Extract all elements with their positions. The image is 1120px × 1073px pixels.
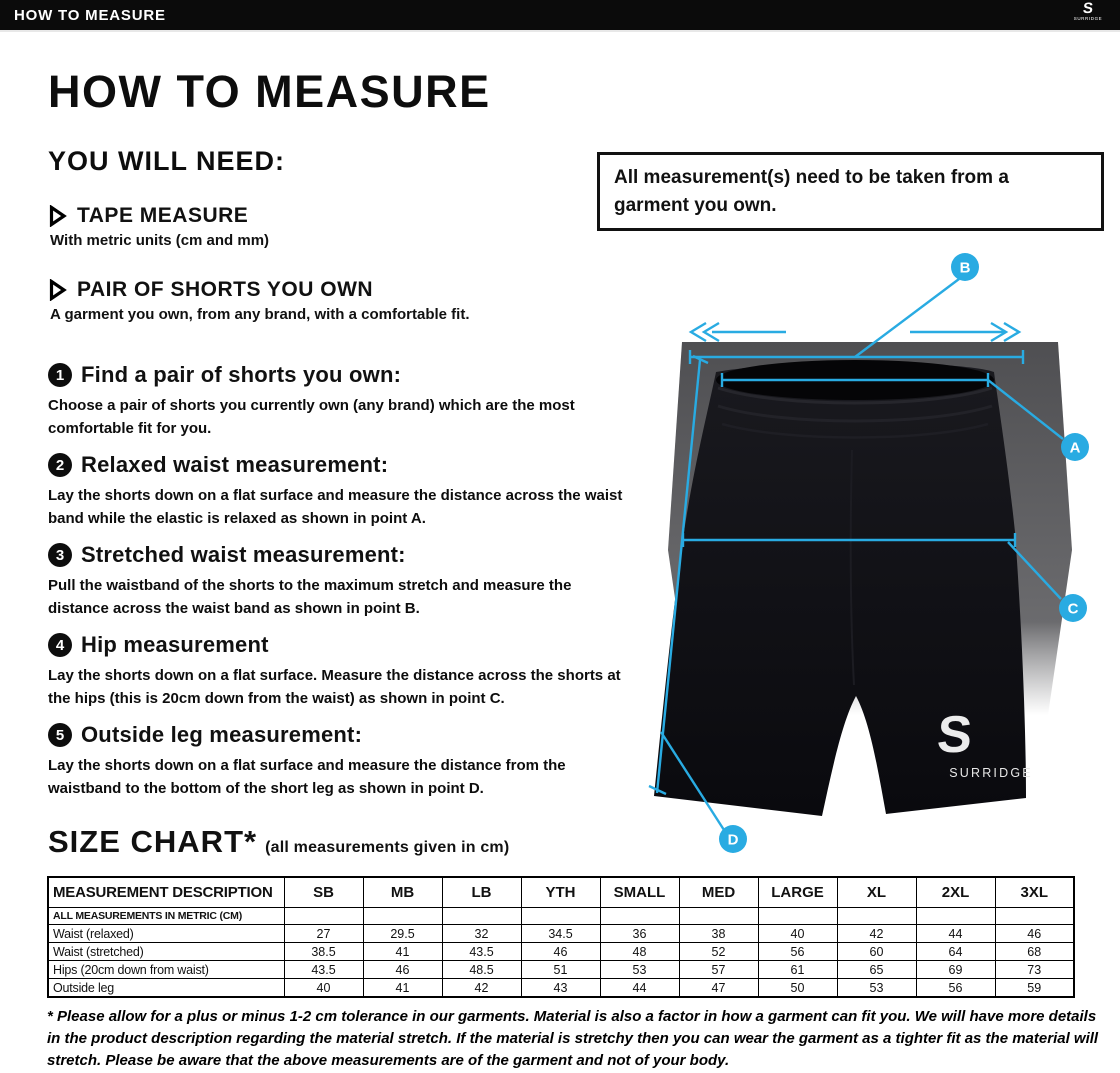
step-description: Choose a pair of shorts you currently own (any brand) which are the most comfortable fit for you. xyxy=(48,397,575,437)
need-item-description: A garment you own, from any brand, with a comfortable fit. xyxy=(50,306,470,323)
cell-value: 46 xyxy=(995,925,1074,943)
step-4 xyxy=(48,632,633,710)
cell-value: 43.5 xyxy=(442,943,521,961)
cell-value: 61 xyxy=(758,961,837,979)
step-number-badge: 1 xyxy=(48,363,72,387)
cell-value: 56 xyxy=(916,979,995,998)
surridge-wordmark: SURRIDGE xyxy=(1073,16,1103,21)
step-description: Pull the waistband of the shorts to the maximum stretch and measure the distance across the waist band as shown in point B. xyxy=(48,577,572,617)
page-title: HOW TO MEASURE xyxy=(48,66,491,117)
cell-value: 41 xyxy=(363,979,442,998)
step-title: Outside leg measurement: xyxy=(81,722,363,747)
cell-value: 56 xyxy=(758,943,837,961)
cell-value: 42 xyxy=(837,925,916,943)
step-description: Lay the shorts down on a flat surface and measure the distance across the waist band while the elastic is relaxed as shown in point A. xyxy=(48,487,623,527)
cell-value: 38.5 xyxy=(284,943,363,961)
step-2 xyxy=(48,452,633,530)
table-row xyxy=(48,943,1074,961)
cell-value: 36 xyxy=(600,925,679,943)
triangle-bullet-icon xyxy=(48,279,67,301)
cell-value: 50 xyxy=(758,979,837,998)
row-label: Waist (relaxed) xyxy=(48,925,284,943)
step-title: Find a pair of shorts you own: xyxy=(81,362,402,387)
tolerance-footnote: * Please allow for a plus or minus 1-2 cm tolerance in our garments. Material is also a factor in how a garment can fit you. We will have more details in the product description regarding the material stretch. If the material is stretchy then you can wear the garment as a tighter fit as the material will stretch. Please be aware that the above measurements are of the garment and not of your body. xyxy=(47,1008,1099,1070)
surridge-logo xyxy=(1068,1,1108,22)
step-number-badge: 5 xyxy=(48,723,72,747)
step-title: Stretched waist measurement: xyxy=(81,542,406,567)
cell-value: 53 xyxy=(837,979,916,998)
step-description: Lay the shorts down on a flat surface and measure the distance from the waistband to the bottom of the short leg as shown in point D. xyxy=(48,757,566,797)
size-chart-heading xyxy=(48,824,509,860)
row-label: Outside leg xyxy=(48,979,284,998)
label-b: B xyxy=(959,259,971,277)
shorts-diagram-svg xyxy=(620,230,1120,870)
row-label: Waist (stretched) xyxy=(48,943,284,961)
cell-value: 69 xyxy=(916,961,995,979)
unit-note-row xyxy=(48,908,1074,925)
row-label: Hips (20cm down from waist) xyxy=(48,961,284,979)
cell-value: 64 xyxy=(916,943,995,961)
column-header: YTH xyxy=(521,877,600,908)
surridge-s-icon: S xyxy=(1082,0,1094,17)
step-1 xyxy=(48,362,633,440)
cell-value: 51 xyxy=(521,961,600,979)
column-header: SMALL xyxy=(600,877,679,908)
shorts-logo-s-icon: S xyxy=(935,706,975,764)
column-header: MED xyxy=(679,877,758,908)
cell-value: 59 xyxy=(995,979,1074,998)
need-item-description: With metric units (cm and mm) xyxy=(50,232,270,249)
cell-value: 73 xyxy=(995,961,1074,979)
step-number-badge: 2 xyxy=(48,453,72,477)
cell-value: 43 xyxy=(521,979,600,998)
need-item-tape-measure xyxy=(48,204,648,249)
label-d: D xyxy=(727,831,739,849)
cell-value: 42 xyxy=(442,979,521,998)
cell-value: 52 xyxy=(679,943,758,961)
cell-value: 40 xyxy=(284,979,363,998)
cell-value: 38 xyxy=(679,925,758,943)
column-header: MEASUREMENT DESCRIPTION xyxy=(48,877,284,908)
column-header: LB xyxy=(442,877,521,908)
cell-value: 44 xyxy=(600,979,679,998)
table-row xyxy=(48,979,1074,998)
step-title: Hip measurement xyxy=(81,632,269,657)
need-item-title: TAPE MEASURE xyxy=(77,204,249,227)
label-a: A xyxy=(1069,439,1081,457)
cell-value: 41 xyxy=(363,943,442,961)
top-bar xyxy=(0,0,1120,32)
size-chart-table xyxy=(47,876,1075,998)
step-title: Relaxed waist measurement: xyxy=(81,452,389,477)
cell-value: 43.5 xyxy=(284,961,363,979)
top-bar-title: HOW TO MEASURE xyxy=(14,6,166,24)
table-header-row xyxy=(48,877,1074,908)
shorts-logo-wordmark: SURRIDGE xyxy=(949,766,1033,780)
step-description: Lay the shorts down on a flat surface. Measure the distance across the shorts at the hips (this is 20cm down from the waist) as shown in point C. xyxy=(48,667,621,707)
cell-value: 48.5 xyxy=(442,961,521,979)
cell-value: 29.5 xyxy=(363,925,442,943)
size-chart-subtitle: (all measurements given in cm) xyxy=(265,839,510,856)
triangle-bullet-icon xyxy=(48,205,67,227)
cell-value: 48 xyxy=(600,943,679,961)
need-item-shorts xyxy=(48,278,648,323)
need-item-title: PAIR OF SHORTS YOU OWN xyxy=(77,278,374,301)
cell-value: 44 xyxy=(916,925,995,943)
cell-value: 57 xyxy=(679,961,758,979)
measurement-note-box: All measurement(s) need to be taken from a garment you own. xyxy=(597,152,1104,231)
table-row xyxy=(48,925,1074,943)
cell-value: 60 xyxy=(837,943,916,961)
cell-value: 46 xyxy=(363,961,442,979)
column-header: SB xyxy=(284,877,363,908)
cell-value: 34.5 xyxy=(521,925,600,943)
you-will-need-heading: YOU WILL NEED: xyxy=(48,146,286,176)
cell-value: 46 xyxy=(521,943,600,961)
unit-note: ALL MEASUREMENTS IN METRIC (CM) xyxy=(48,908,284,925)
size-chart-title: SIZE CHART* xyxy=(48,824,258,859)
cell-value: 40 xyxy=(758,925,837,943)
column-header: XL xyxy=(837,877,916,908)
step-5 xyxy=(48,722,633,800)
step-number-badge: 4 xyxy=(48,633,72,657)
cell-value: 32 xyxy=(442,925,521,943)
cell-value: 65 xyxy=(837,961,916,979)
column-header: MB xyxy=(363,877,442,908)
cell-value: 68 xyxy=(995,943,1074,961)
cell-value: 27 xyxy=(284,925,363,943)
column-header: 2XL xyxy=(916,877,995,908)
cell-value: 53 xyxy=(600,961,679,979)
column-header: LARGE xyxy=(758,877,837,908)
cell-value: 47 xyxy=(679,979,758,998)
shorts-measurement-diagram xyxy=(620,230,1120,870)
table-row xyxy=(48,961,1074,979)
column-header: 3XL xyxy=(995,877,1074,908)
step-3 xyxy=(48,542,633,620)
label-c: C xyxy=(1067,600,1079,618)
step-number-badge: 3 xyxy=(48,543,72,567)
